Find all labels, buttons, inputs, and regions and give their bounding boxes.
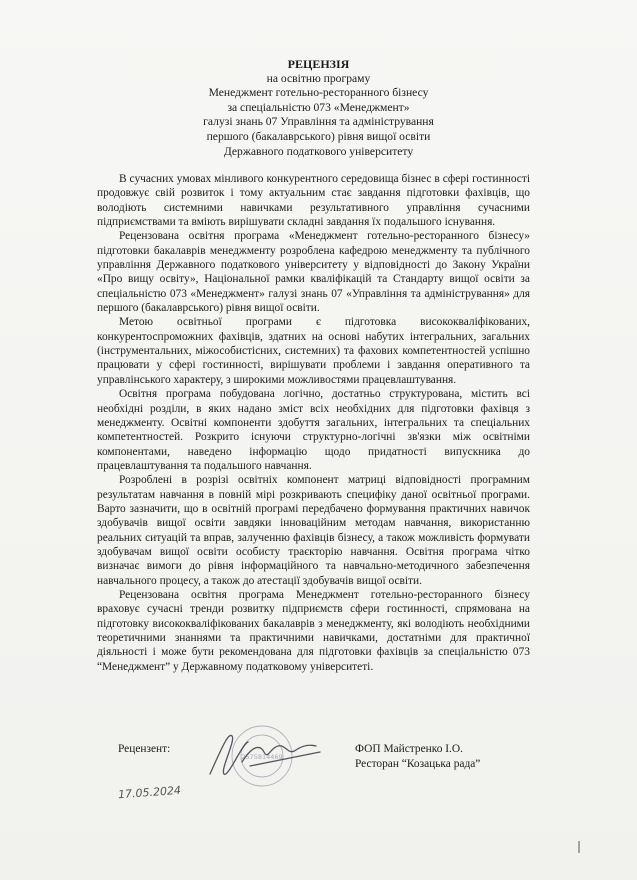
document-body xyxy=(97,172,530,674)
paragraph: Метою освітньої програми є підготовка висококваліфікованих, конкурентоспроможних фахівців, здатних на основі набутих інтегральних, загальних (інструментальних, міжособистісних, системних) та фахових компетентностей успішно працювати у сфері гостинності, вирішувати проблеми і завдання оперативного та управлінського характеру, з широкими можливостями працевлаштування. xyxy=(97,316,530,386)
reviewer-label: Рецензент: xyxy=(118,743,171,755)
handwritten-date: 17.05.2024 xyxy=(117,783,182,802)
paragraph: Освітня програма побудована логічно, достатньо структурована, містить всі необхідні розділи, в яких надано зміст всіх необхідних для підготовки фахівця з менеджменту. Освітні компоненти здобуття загальних, інтегральних та спеціальних компетентностей. Розкрито існуючи структурно-логічні зв'язки між освітніми компонентами, наведено інформацію щодо придатності випускника до працевлаштування та подальшого навчання. xyxy=(97,388,530,472)
paragraph: В сучасних умовах мінливого конкурентного середовища бізнес в сфері гостинності продовжує свій розвиток і тому актуальним стає завдання підготовки фахівців, що володіють системними навичками результативного управління сучасними підприємствами та вміють вирішувати складні завдання їх подальшого існування. xyxy=(97,173,530,229)
paragraph: Рецензована освітня програма Менеджмент готельно-ресторанного бізнесу враховує сучасні тренди розвитку підприємств сфери гостинності, спрямована на підготовку висококваліфікованих бакалаврів з менеджменту, які володіють необхідними теоретичними знаннями та практичними навичками, достатніми для практичної діяльності і може бути рекомендована для підготовки фахівців за спеціальністю 073 “Менеджмент” у Державному податковому університеті. xyxy=(97,588,530,673)
header-line: Менеджмент готельно-ресторанного бізнесу xyxy=(208,86,429,100)
header-line: першого (бакалаврського) рівня вищої освіти xyxy=(206,129,431,143)
reviewer-name: ФОП Майстренко І.О. xyxy=(355,743,463,755)
reviewer-organization: Ресторан “Козацька рада” xyxy=(355,757,481,770)
paragraph: Розроблені в розрізі освітніх компонент матриці відповідності програмним результатам навчання в повній мірі розкривають специфіку даної освітньої програми. Варто зазначити, що в освітній програмі передбачено формування практичних навичок здобувачів вищої освіти завдяки інноваційним методам навчання, використанню реальних ситуацій та вправ, залученню фахівців бізнесу, а також можливість формувати здобувачам вищої освіти особисту траєкторію навчання. Освітня програма чітко визначає вимоги до рівня інформаційного та навчально-методичного забезпечення навчального процесу, а також до атестації здобувачів вищої освіти. xyxy=(97,474,530,587)
reviewer-block xyxy=(355,742,480,771)
scan-mark xyxy=(575,840,583,854)
header-line: на освітню програму xyxy=(266,71,371,85)
paragraph: Рецензована освітня програма «Менеджмент готельно-ресторанного бізнесу» підготовки бакалаврів менеджменту розроблена кафедрою менеджменту та публічного управління Державного податкового університету у відповідності до Закону України «Про вищу освіту», Національної рамки кваліфікацій та Стандарту вищої освіти за спеціальністю 073 «Менеджмент» галузі знань 07 «Управління та адміністрування» для першого (бакалаврського) рівня вищої освіти. xyxy=(97,230,530,315)
header-line: Державного податкового університету xyxy=(223,144,414,158)
signature-stamp-image xyxy=(190,722,330,794)
header-line: за спеціальністю 073 «Менеджмент» xyxy=(227,100,410,114)
document-header xyxy=(0,57,637,159)
stamp-code: 2575814469 xyxy=(241,753,283,761)
document-title: РЕЦЕНЗІЯ xyxy=(287,57,350,71)
header-line: галузі знань 07 Управління та адміністрування xyxy=(203,115,434,129)
